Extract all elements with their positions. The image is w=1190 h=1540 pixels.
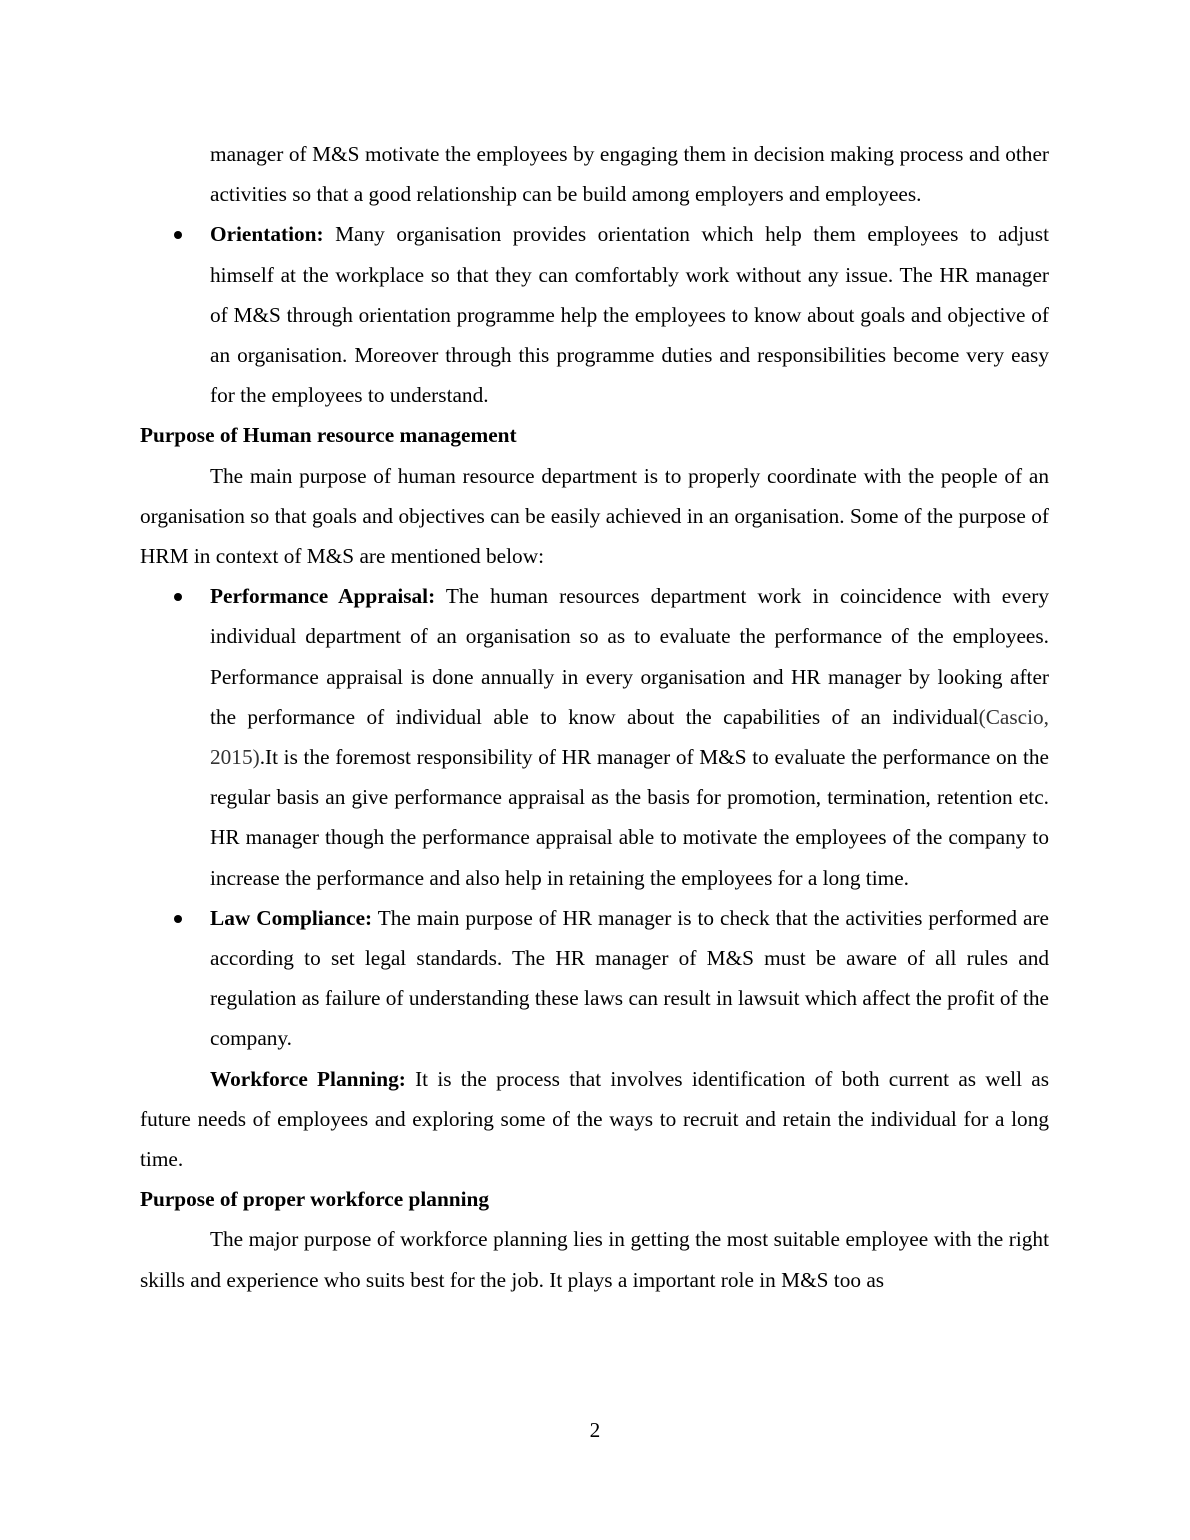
bullet-icon xyxy=(174,915,182,923)
law-text: The main purpose of HR manager is to check that the activities performed are according to set legal standards. The HR manager of M&S must be aware of all rules and regulation as failure of understanding these laws can result in lawsuit which affect the profit of the company. xyxy=(210,905,1049,1051)
bullet-list-hrm-purposes xyxy=(140,576,1049,1058)
term-performance-appraisal: Performance Appraisal: xyxy=(210,584,436,609)
bullet-icon xyxy=(174,231,182,239)
citation-cascio: (Cascio, 2015) xyxy=(210,704,1049,770)
term-law-compliance: Law Compliance: xyxy=(210,905,373,930)
document-page xyxy=(140,134,1049,1300)
bullet-icon xyxy=(174,593,182,601)
performance-text-after: .It is the foremost responsibility of HR manager of M&S to evaluate the performance on the regular basis an give performance appraisal as the basis for promotion, termination, retention etc. HR manager though the performance appraisal able to motivate the employees of the company to increase the performance and also help in retaining the employees for a long time. xyxy=(210,745,1049,890)
paragraph-workforce-intro: The major purpose of workforce planning lies in getting the most suitable employee with the right skills and experience who suits best for the job. It plays a important role in M&S too as xyxy=(140,1227,1049,1292)
list-item-performance-appraisal xyxy=(140,576,1049,898)
term-orientation: Orientation: xyxy=(210,222,324,247)
list-item-orientation xyxy=(140,214,1049,415)
bullet-list-hr-functions xyxy=(140,214,1049,415)
performance-text-before: The human resources department work in coincidence with every individual department of an organisation so as to evaluate the performance of the employees. Performance appraisal is done annually in every organisation and HR manager by looking after the performance of individual able to know about the capabilities of an individual xyxy=(210,584,1049,729)
list-item-law-compliance xyxy=(140,898,1049,1059)
orientation-text: Many organisation provides orientation which help them employees to adjust himself at the workplace so that they can comfortably work without any issue. The HR manager of M&S through orientation programme help the employees to know about goals and objective of an organisation. Moreover through this programme duties and responsibilities become very easy for the employees to understand. xyxy=(210,222,1049,408)
section-heading-purpose-hrm: Purpose of Human resource management xyxy=(140,423,517,448)
paragraph-hrm-intro: The main purpose of human resource department is to properly coordinate with the people of an organisation so that goals and objectives can be easily achieved in an organisation. Some of the purpose of HRM in context of M&S are mentioned below: xyxy=(140,463,1049,569)
continuation-paragraph: manager of M&S motivate the employees by engaging them in decision making process and other activities so that a good relationship can be build among employers and employees. xyxy=(210,142,1049,207)
workforce-text: It is the process that involves identification of both current as well as future needs of employees and exploring some of the ways to recruit and retain the individual for a long time. xyxy=(140,1066,1049,1172)
page-number: 2 xyxy=(589,1418,601,1442)
section-heading-workforce-planning: Purpose of proper workforce planning xyxy=(140,1187,490,1212)
paragraph-workforce-planning xyxy=(140,1059,1049,1180)
term-workforce-planning: Workforce Planning: xyxy=(210,1066,406,1091)
